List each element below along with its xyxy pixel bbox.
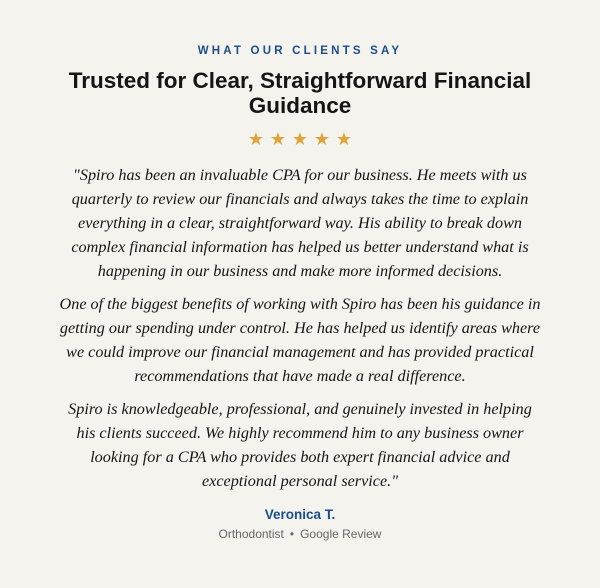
section-eyebrow: WHAT OUR CLIENTS SAY [197,45,403,57]
meta-separator: • [289,527,295,541]
testimonial-paragraph: "Spiro has been an invaluable CPA for our business. He meets with us quarterly to review our financials and always takes the time to explain everything in a clear, straightforward way. His ability to break down complex financial information has helped us better understand what is happening in our business and make more informed decisions. [71,166,529,280]
star-rating [48,130,552,150]
testimonial-paragraph: One of the biggest benefits of working with Spiro has been his guidance in getting our spending under control. He has helped us identify areas where we could improve our financial management and has provided practical recommendations that have made a real difference. [59,295,541,385]
star-icon: ★ [335,129,353,150]
review-source: Google Review [300,527,382,541]
star-icon: ★ [313,129,331,150]
reviewer-meta [48,526,552,542]
star-icon: ★ [269,129,287,150]
star-icon: ★ [291,129,309,150]
section-title: Trusted for Clear, Straightforward Financial Guidance [68,68,532,118]
testimonial-paragraph: Spiro is knowledgeable, professional, and genuinely invested in helping his clients succeed. We highly recommend him to any business owner looking for a CPA who provides both expert financial advice and exceptional personal service." [68,400,532,490]
reviewer-name: Veronica T. [264,507,336,522]
star-icon: ★ [247,129,265,150]
reviewer-role: Orthodontist [218,527,284,541]
